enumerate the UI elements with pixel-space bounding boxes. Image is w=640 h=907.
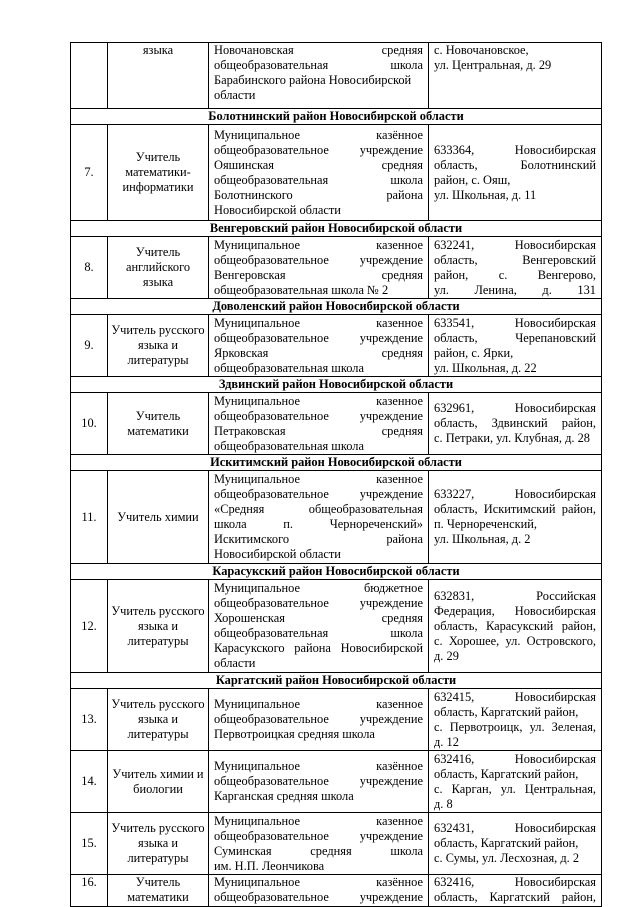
row-number: 16. bbox=[71, 875, 108, 907]
table-row bbox=[71, 751, 602, 813]
address-cell: 633227, Новосибирская область, Искитимский район, п. Чернореченский, ул. Школьная, д. 2 bbox=[429, 471, 602, 564]
address-cell: 632431, Новосибирская область, Каргатский район, с. Сумы, ул. Лесхозная, д. 2 bbox=[429, 813, 602, 875]
region-row bbox=[71, 455, 602, 471]
position-cell: Учитель русского языка и литературы bbox=[108, 813, 209, 875]
position-cell: Учитель английского языка bbox=[108, 237, 209, 299]
organization-cell: Муниципальное казённое общеобразовательное учреждение Карганская средняя школа bbox=[209, 751, 429, 813]
row-number: 12. bbox=[71, 580, 108, 673]
position-cell: Учитель математики bbox=[108, 875, 209, 907]
organization-cell: Муниципальное казенное общеобразовательное учреждение Ярковская средняя общеобразовательная школа bbox=[209, 315, 429, 377]
address-cell: 632416, Новосибирская область, Каргатский район, с. Карган, ул. Центральная, д. 8 bbox=[429, 751, 602, 813]
table-row bbox=[71, 315, 602, 377]
position-cell: Учитель русского языка и литературы bbox=[108, 315, 209, 377]
position-cell: Учитель русского языка и литературы bbox=[108, 689, 209, 751]
row-number: 11. bbox=[71, 471, 108, 564]
organization-cell: Муниципальное казенное общеобразовательное учреждение Венгеровская средняя общеобразовательная школа № 2 bbox=[209, 237, 429, 299]
position-cell: Учитель математики-информатики bbox=[108, 125, 209, 221]
position-cell: Учитель русского языка и литературы bbox=[108, 580, 209, 673]
address-cell: с. Новочановское, ул. Центральная, д. 29 bbox=[429, 43, 602, 109]
organization-cell: Муниципальное бюджетное общеобразовательное учреждение Хорошенская средняя общеобразовательная школа Карасукского района Новосибирской области bbox=[209, 580, 429, 673]
table-row bbox=[71, 393, 602, 455]
region-heading: Искитимский район Новосибирской области bbox=[71, 455, 602, 471]
table-row bbox=[71, 875, 602, 907]
region-heading: Болотнинский район Новосибирской области bbox=[71, 109, 602, 125]
region-heading: Венгеровский район Новосибирской области bbox=[71, 221, 602, 237]
table-row bbox=[71, 813, 602, 875]
row-number: 15. bbox=[71, 813, 108, 875]
table-row bbox=[71, 237, 602, 299]
row-number bbox=[71, 43, 108, 109]
position-cell: Учитель химии bbox=[108, 471, 209, 564]
table-row bbox=[71, 43, 602, 109]
row-number: 13. bbox=[71, 689, 108, 751]
address-cell: 632241, Новосибирская область, Венгеровский район, с. Венгерово, ул. Ленина, д. 131 bbox=[429, 237, 602, 299]
organization-cell: Муниципальное казенное общеобразовательное учреждение «Средняя общеобразовательная школа п. Чернореченский» Искитимского района Новосибирской области bbox=[209, 471, 429, 564]
position-cell: Учитель химии и биологии bbox=[108, 751, 209, 813]
region-row bbox=[71, 109, 602, 125]
region-heading: Каргатский район Новосибирской области bbox=[71, 673, 602, 689]
row-number: 9. bbox=[71, 315, 108, 377]
region-heading: Здвинский район Новосибирской области bbox=[71, 377, 602, 393]
table-row bbox=[71, 125, 602, 221]
region-row bbox=[71, 673, 602, 689]
region-row bbox=[71, 299, 602, 315]
region-row bbox=[71, 377, 602, 393]
address-cell: 632831, Российская Федерация, Новосибирская область, Карасукский район, с. Хорошее, ул. Островского, д. 29 bbox=[429, 580, 602, 673]
table-row bbox=[71, 580, 602, 673]
table-row bbox=[71, 689, 602, 751]
address-cell: 633541, Новосибирская область, Черепановский район, с. Ярки, ул. Школьная, д. 22 bbox=[429, 315, 602, 377]
region-row bbox=[71, 564, 602, 580]
position-cell: языка bbox=[108, 43, 209, 109]
position-cell: Учитель математики bbox=[108, 393, 209, 455]
row-number: 14. bbox=[71, 751, 108, 813]
address-cell: 632416, Новосибирская область, Каргатский район, bbox=[429, 875, 602, 907]
vacancies-table bbox=[70, 42, 602, 907]
organization-cell: Муниципальное казенное общеобразовательное учреждение Петраковская средняя общеобразовательная школа bbox=[209, 393, 429, 455]
region-heading: Карасукский район Новосибирской области bbox=[71, 564, 602, 580]
region-row bbox=[71, 221, 602, 237]
organization-cell: Муниципальное казённое общеобразовательное учреждение Ояшинская средняя общеобразовательная школа Болотнинского района Новосибирской области bbox=[209, 125, 429, 221]
row-number: 10. bbox=[71, 393, 108, 455]
address-cell: 633364, Новосибирская область, Болотнинский район, с. Ояш, ул. Школьная, д. 11 bbox=[429, 125, 602, 221]
row-number: 8. bbox=[71, 237, 108, 299]
organization-cell: Муниципальное казенное общеобразовательное учреждение Первотроицкая средняя школа bbox=[209, 689, 429, 751]
row-number: 7. bbox=[71, 125, 108, 221]
address-cell: 632415, Новосибирская область, Каргатский район, с. Первотроицк, ул. Зеленая, д. 12 bbox=[429, 689, 602, 751]
region-heading: Доволенский район Новосибирской области bbox=[71, 299, 602, 315]
organization-cell: Новочановская средняя общеобразовательная школа Барабинского района Новосибирской области bbox=[209, 43, 429, 109]
organization-cell: Муниципальное казенное общеобразовательное учреждение Суминская средняя школа им. Н.П. Леончикова bbox=[209, 813, 429, 875]
organization-cell: Муниципальное казённое общеобразовательное учреждение bbox=[209, 875, 429, 907]
table-row bbox=[71, 471, 602, 564]
address-cell: 632961, Новосибирская область, Здвинский район, с. Петраки, ул. Клубная, д. 28 bbox=[429, 393, 602, 455]
